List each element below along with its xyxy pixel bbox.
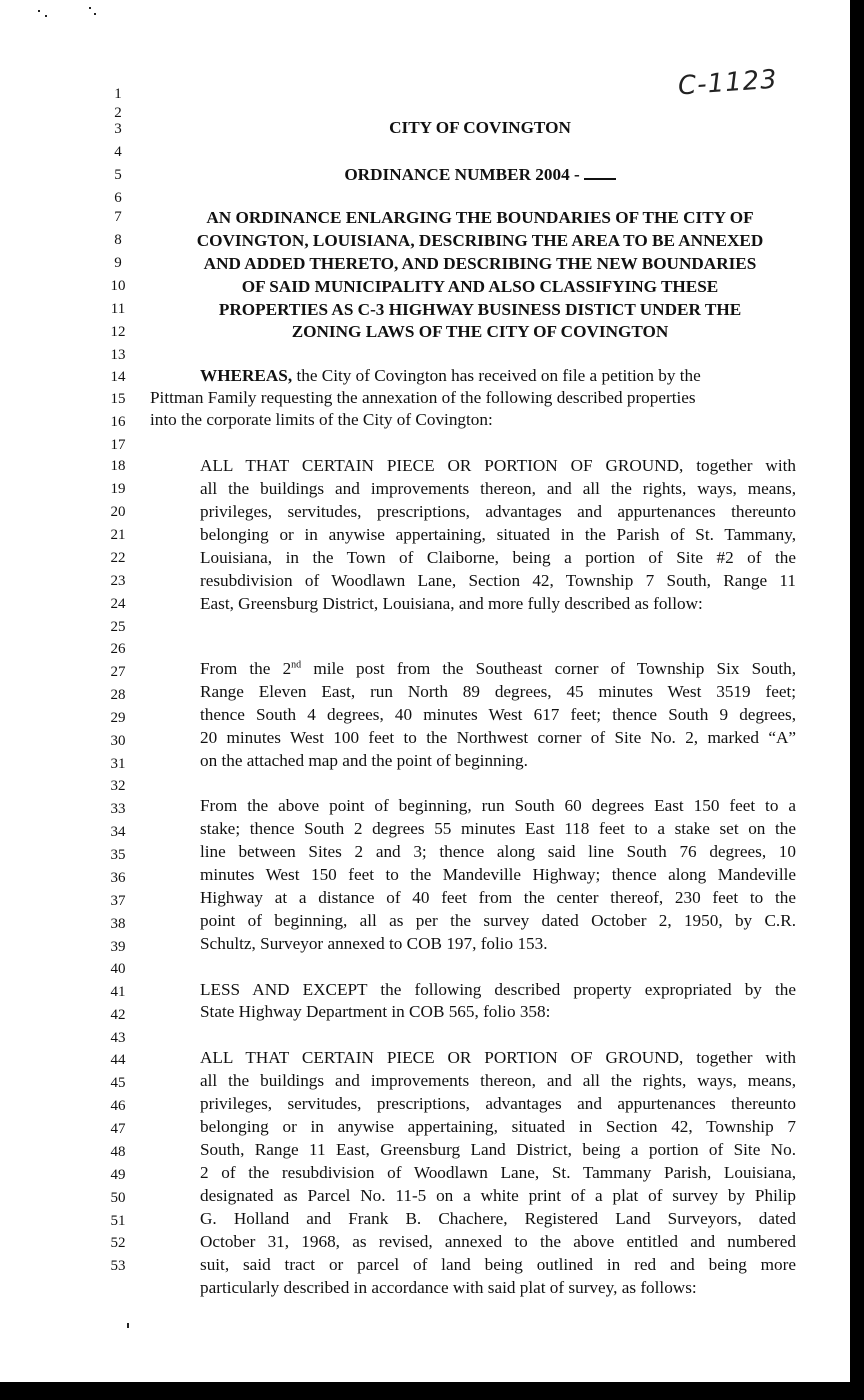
line-number: 34	[110, 824, 126, 840]
para5-line: 2 of the resubdivision of Woodlawn Lane, St. Tammany Parish, Louisiana,	[200, 1163, 796, 1182]
scan-speck	[94, 13, 96, 15]
para5-line: G. Holland and Frank B. Chachere, Registered Land Surveyors, dated	[200, 1209, 796, 1228]
para1-line: all the buildings and improvements thereon, and all the rights, ways, means,	[200, 479, 796, 498]
line-number: 9	[114, 255, 122, 271]
line-number: 28	[110, 687, 126, 703]
para1-line: belonging or in anywise appertaining, situated in the Parish of St. Tammany,	[200, 525, 796, 544]
para1-line: resubdivision of Woodlawn Lane, Section 42, Township 7 South, Range 11	[200, 571, 796, 590]
line-number: 15	[110, 391, 126, 407]
para3-line: Schultz, Surveyor annexed to COB 197, folio 153.	[200, 934, 548, 953]
line-number: 24	[110, 596, 126, 612]
whereas-line-3: into the corporate limits of the City of Covington:	[150, 410, 493, 429]
line-number: 4	[114, 144, 122, 160]
para2-text: From the 2	[200, 659, 292, 678]
line-number: 20	[110, 504, 126, 520]
para2-line: on the attached map and the point of beginning.	[200, 751, 528, 770]
line-number: 29	[110, 710, 126, 726]
line-number: 8	[114, 232, 122, 248]
line-number: 33	[110, 801, 126, 817]
line-number: 44	[110, 1052, 126, 1068]
line-number: 48	[110, 1144, 126, 1160]
whereas-lead: WHEREAS,	[200, 366, 293, 385]
line-number: 18	[110, 458, 126, 474]
line-number: 36	[110, 870, 126, 886]
para2-line-1	[200, 659, 796, 679]
line-number: 46	[110, 1098, 126, 1114]
line-number: 26	[110, 641, 126, 657]
whereas-line-1	[200, 366, 701, 386]
para4-line: State Highway Department in COB 565, folio 358:	[200, 1002, 551, 1021]
para5-line: particularly described in accordance with said plat of survey, as follows:	[200, 1278, 697, 1297]
line-number: 11	[110, 301, 126, 317]
line-number: 22	[110, 550, 126, 566]
scan-speck	[127, 1323, 129, 1328]
title-line: ZONING LAWS OF THE CITY OF COVINGTON	[291, 322, 669, 341]
line-number: 10	[110, 278, 126, 294]
title-line: PROPERTIES AS C-3 HIGHWAY BUSINESS DISTICT UNDER THE	[218, 300, 742, 319]
title-line: COVINGTON, LOUISIANA, DESCRIBING THE AREA TO BE ANNEXED	[196, 231, 764, 250]
city-heading: CITY OF COVINGTON	[389, 118, 571, 137]
para5-line: privileges, servitudes, prescriptions, advantages and appurtenances thereunto	[200, 1094, 796, 1113]
para5-line: South, Range 11 East, Greensburg Land District, being a portion of Site No.	[200, 1140, 796, 1159]
line-number: 43	[110, 1030, 126, 1046]
line-number: 32	[110, 778, 126, 794]
line-number: 41	[110, 984, 126, 1000]
line-number: 39	[110, 939, 126, 955]
line-number: 25	[110, 619, 126, 635]
title-line: AND ADDED THERETO, AND DESCRIBING THE NEW BOUNDARIES	[203, 254, 757, 273]
para3-line: line between Sites 2 and 3; thence along said line South 76 degrees, 10	[200, 842, 796, 861]
line-number: 31	[110, 756, 126, 772]
line-number: 53	[110, 1258, 126, 1274]
scan-speck	[38, 10, 40, 12]
scan-speck	[89, 7, 91, 9]
para2-line: 20 minutes West 100 feet to the Northwest corner of Site No. 2, marked “A”	[200, 728, 796, 747]
line-number: 38	[110, 916, 126, 932]
line-number: 6	[114, 190, 122, 206]
ordinance-number-blank	[584, 164, 616, 180]
ordinance-label: ORDINANCE NUMBER 2004 -	[344, 165, 580, 184]
handwritten-stamp: C-1123	[677, 64, 779, 102]
para3-line: minutes West 150 feet to the Mandeville Highway; thence along Mandeville	[200, 865, 796, 884]
line-number: 40	[110, 961, 126, 977]
line-number: 1	[114, 86, 122, 102]
para5-line: designated as Parcel No. 11-5 on a white print of a plat of survey by Philip	[200, 1186, 796, 1205]
line-number: 16	[110, 414, 126, 430]
line-number: 3	[114, 121, 122, 137]
para2-line: thence South 4 degrees, 40 minutes West 617 feet; thence South 9 degrees,	[200, 705, 796, 724]
ordinal-superscript: nd	[291, 659, 302, 671]
title-line: OF SAID MUNICIPALITY AND ALSO CLASSIFYING THESE	[241, 277, 719, 296]
line-number: 45	[110, 1075, 126, 1091]
line-number: 7	[114, 209, 122, 225]
para3-line: From the above point of beginning, run South 60 degrees East 150 feet to a	[200, 796, 796, 815]
line-number: 2	[114, 105, 122, 121]
title-line: AN ORDINANCE ENLARGING THE BOUNDARIES OF THE CITY OF	[206, 208, 754, 227]
line-number: 51	[110, 1213, 126, 1229]
line-number: 19	[110, 481, 126, 497]
para1-line: Louisiana, in the Town of Claiborne, being a portion of Site #2 of the	[200, 548, 796, 567]
ordinance-number	[130, 164, 830, 185]
para3-line: stake; thence South 2 degrees 55 minutes East 118 feet to a stake set on the	[200, 819, 796, 838]
para1-line: privileges, servitudes, prescriptions, advantages and appurtenances thereunto	[200, 502, 796, 521]
whereas-text: the City of Covington has received on file a petition by the	[292, 366, 701, 385]
para5-line: ALL THAT CERTAIN PIECE OR PORTION OF GROUND, together with	[200, 1048, 796, 1067]
para2-text: mile post from the Southeast corner of Township Six South,	[301, 659, 797, 678]
para4-line: LESS AND EXCEPT the following described property expropriated by the	[200, 980, 796, 999]
para5-line: suit, said tract or parcel of land being outlined in red and being more	[200, 1255, 796, 1274]
line-number: 21	[110, 527, 126, 543]
para1-line: East, Greensburg District, Louisiana, and more fully described as follow:	[200, 594, 703, 613]
para5-line: all the buildings and improvements thereon, and all the rights, ways, means,	[200, 1071, 796, 1090]
para3-line: Highway at a distance of 40 feet from the center thereof, 230 feet to the	[200, 888, 796, 907]
line-number: 5	[114, 167, 122, 183]
line-number: 42	[110, 1007, 126, 1023]
para5-line: October 31, 1968, as revised, annexed to the above entitled and numbered	[200, 1232, 796, 1251]
line-number: 12	[110, 324, 126, 340]
line-number: 47	[110, 1121, 126, 1137]
whereas-line-2: Pittman Family requesting the annexation of the following described properties	[150, 388, 696, 407]
para1-line: ALL THAT CERTAIN PIECE OR PORTION OF GROUND, together with	[200, 456, 796, 475]
line-number: 27	[110, 664, 126, 680]
line-number: 37	[110, 893, 126, 909]
line-number: 30	[110, 733, 126, 749]
line-number: 52	[110, 1235, 126, 1251]
line-number: 14	[110, 369, 126, 385]
line-number: 17	[110, 437, 126, 453]
line-number: 35	[110, 847, 126, 863]
para5-line: belonging or in anywise appertaining, situated in Section 42, Township 7	[200, 1117, 796, 1136]
line-number: 50	[110, 1190, 126, 1206]
line-number: 23	[110, 573, 126, 589]
scan-speck	[45, 15, 47, 17]
line-number: 13	[110, 347, 126, 363]
para2-line: Range Eleven East, run North 89 degrees, 45 minutes West 3519 feet;	[200, 682, 796, 701]
para3-line: point of beginning, all as per the survey dated October 2, 1950, by C.R.	[200, 911, 796, 930]
line-number: 49	[110, 1167, 126, 1183]
